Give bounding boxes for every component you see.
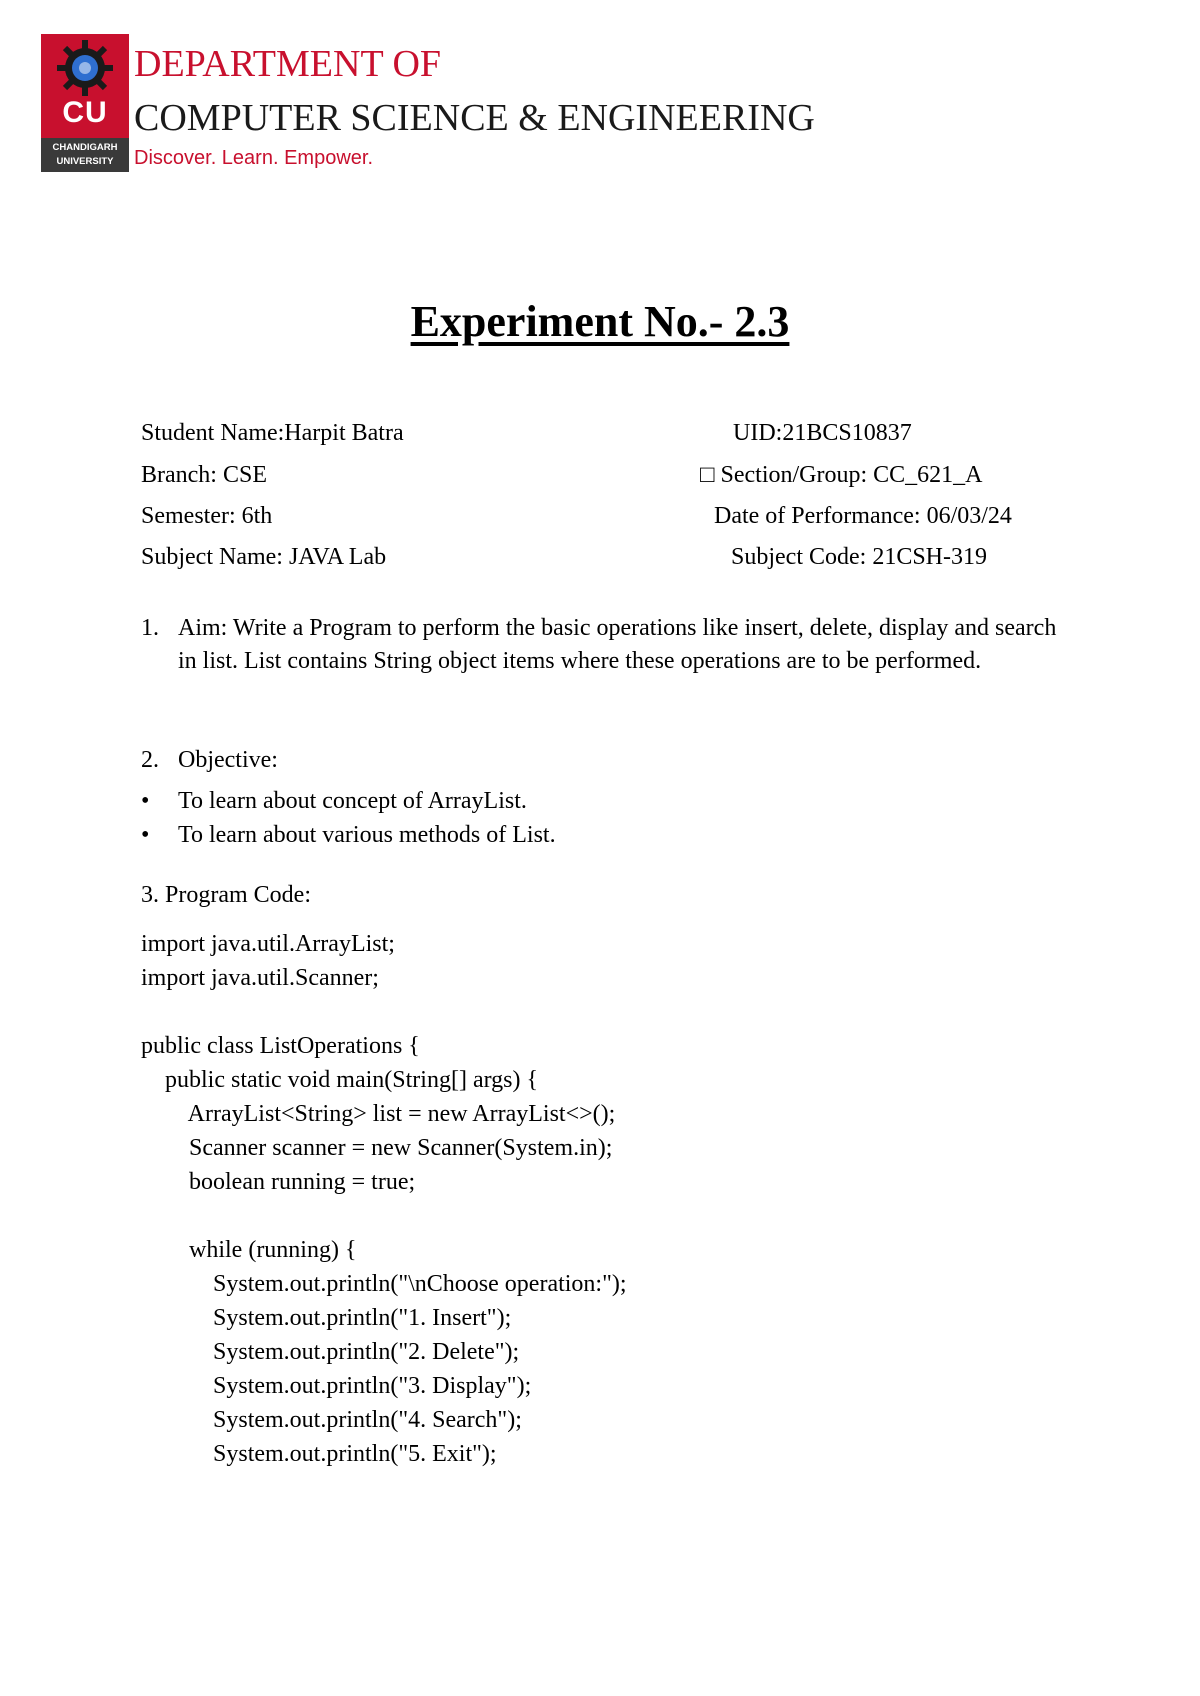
tagline: Discover. Learn. Empower. [134, 147, 373, 169]
code-line: boolean running = true; [141, 1169, 416, 1195]
code-line: Scanner scanner = new Scanner(System.in); [141, 1135, 613, 1161]
semester: Semester: 6th [141, 503, 273, 529]
code-line [141, 995, 627, 1029]
branch: Branch: CSE [141, 462, 267, 488]
program-code-heading: 3. Program Code: [141, 882, 311, 908]
subject-name: Subject Name: JAVA Lab [141, 544, 387, 570]
code-line [141, 1199, 627, 1233]
student-name: Student Name:Harpit Batra [141, 420, 404, 446]
department-line-2: COMPUTER SCIENCE & ENGINEERING [134, 97, 815, 139]
subject-code: Subject Code: 21CSH-319 [731, 544, 987, 570]
logo-cu-text: CU [62, 96, 108, 129]
code-line: System.out.println("4. Search"); [141, 1407, 522, 1433]
code-line: public static void main(String[] args) { [141, 1067, 539, 1093]
bullet-dot: • [141, 788, 150, 814]
bullet-dot: • [141, 822, 150, 848]
code-line: ArrayList<String> list = new ArrayList<>(); [141, 1101, 616, 1127]
objective-bullet: To learn about concept of ArrayList. [178, 788, 527, 814]
code-line: public class ListOperations { [141, 1033, 420, 1059]
objective-number: 2. [141, 747, 159, 773]
code-line: System.out.println("\nChoose operation:"); [141, 1271, 627, 1297]
uid: UID:21BCS10837 [733, 420, 912, 446]
objective-heading: Objective: [178, 747, 278, 773]
date-of-performance: Date of Performance: 06/03/24 [714, 503, 1012, 529]
logo-university-text: CHANDIGARH UNIVERSITY [41, 138, 129, 172]
code-line: import java.util.ArrayList; [141, 931, 395, 957]
experiment-title-text: Experiment No.- 2.3 [410, 297, 790, 346]
aim-text: Aim: Write a Program to perform the basic operations like insert, delete, display and search in list. List contains String object items where these operations are to be performed. [178, 615, 1057, 674]
objective-bullet: To learn about various methods of List. [178, 822, 556, 848]
code-block [141, 927, 627, 1471]
department-line-1: DEPARTMENT OF [134, 43, 442, 85]
university-logo [41, 34, 129, 172]
code-line: System.out.println("1. Insert"); [141, 1305, 512, 1331]
experiment-title [0, 296, 1200, 348]
code-line: import java.util.Scanner; [141, 965, 379, 991]
code-line: while (running) { [141, 1237, 357, 1263]
aim-number: 1. [141, 615, 159, 641]
code-line: System.out.println("5. Exit"); [141, 1441, 497, 1467]
code-line: System.out.println("3. Display"); [141, 1373, 532, 1399]
code-line: System.out.println("2. Delete"); [141, 1339, 520, 1365]
section-group: □ Section/Group: CC_621_A [700, 462, 983, 488]
